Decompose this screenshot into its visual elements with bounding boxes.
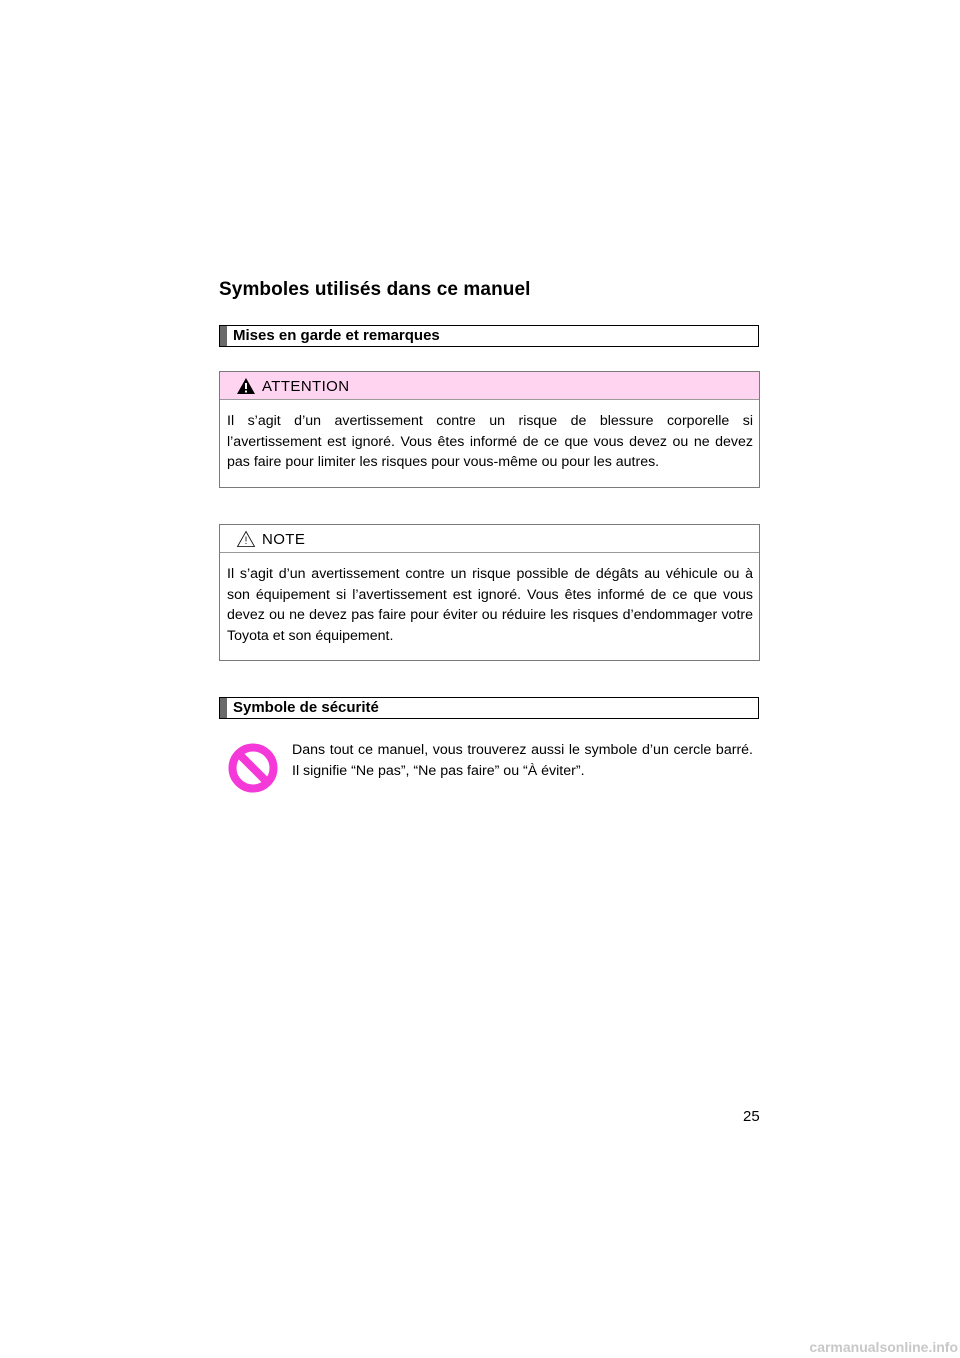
section-heading-label: Symbole de sécurité (233, 699, 379, 716)
prohibition-circle-icon (228, 743, 278, 793)
section-accent (220, 326, 227, 346)
watermark: carmanualsonline.info (731, 1337, 960, 1358)
note-text: Il s’agit d’un avertissement contre un risque possible de dégâts au véhicule ou à son équipement si l’avertissement est ignoré. Vous êtes informé de ce que vous devez ou ne devez pas faire pour éviter ou réduire les risques d’endommager votre Toyota et son équipement. (227, 566, 753, 644)
warning-triangle-filled-icon (236, 377, 256, 395)
section-heading-label: Mises en garde et remarques (233, 327, 440, 344)
attention-header (220, 372, 759, 400)
attention-label: ATTENTION (262, 378, 350, 395)
safety-symbol-text: Dans tout ce manuel, vous trouverez aussi le symbole d’un cercle barré. Il signifie “Ne pas”, “Ne pas faire” ou “À éviter”. (292, 742, 753, 779)
attention-text: Il s’agit d’un avertissement contre un risque de blessure corporelle si l’avertissement est ignoré. Vous êtes informé de ce que vous devez ou ne devez pas faire pour limiter les risques pour vous-même ou pour les autres. (227, 413, 753, 470)
note-box (219, 524, 760, 661)
section-heading-safety (219, 697, 759, 719)
section-heading-warnings (219, 325, 759, 347)
page-title: Symboles utilisés dans ce manuel (219, 279, 531, 300)
note-label: NOTE (262, 531, 306, 548)
page-number: 25 (743, 1108, 760, 1125)
warning-triangle-outline-icon (236, 530, 256, 548)
note-header (220, 525, 759, 553)
section-accent (220, 698, 227, 718)
attention-box (219, 371, 760, 488)
